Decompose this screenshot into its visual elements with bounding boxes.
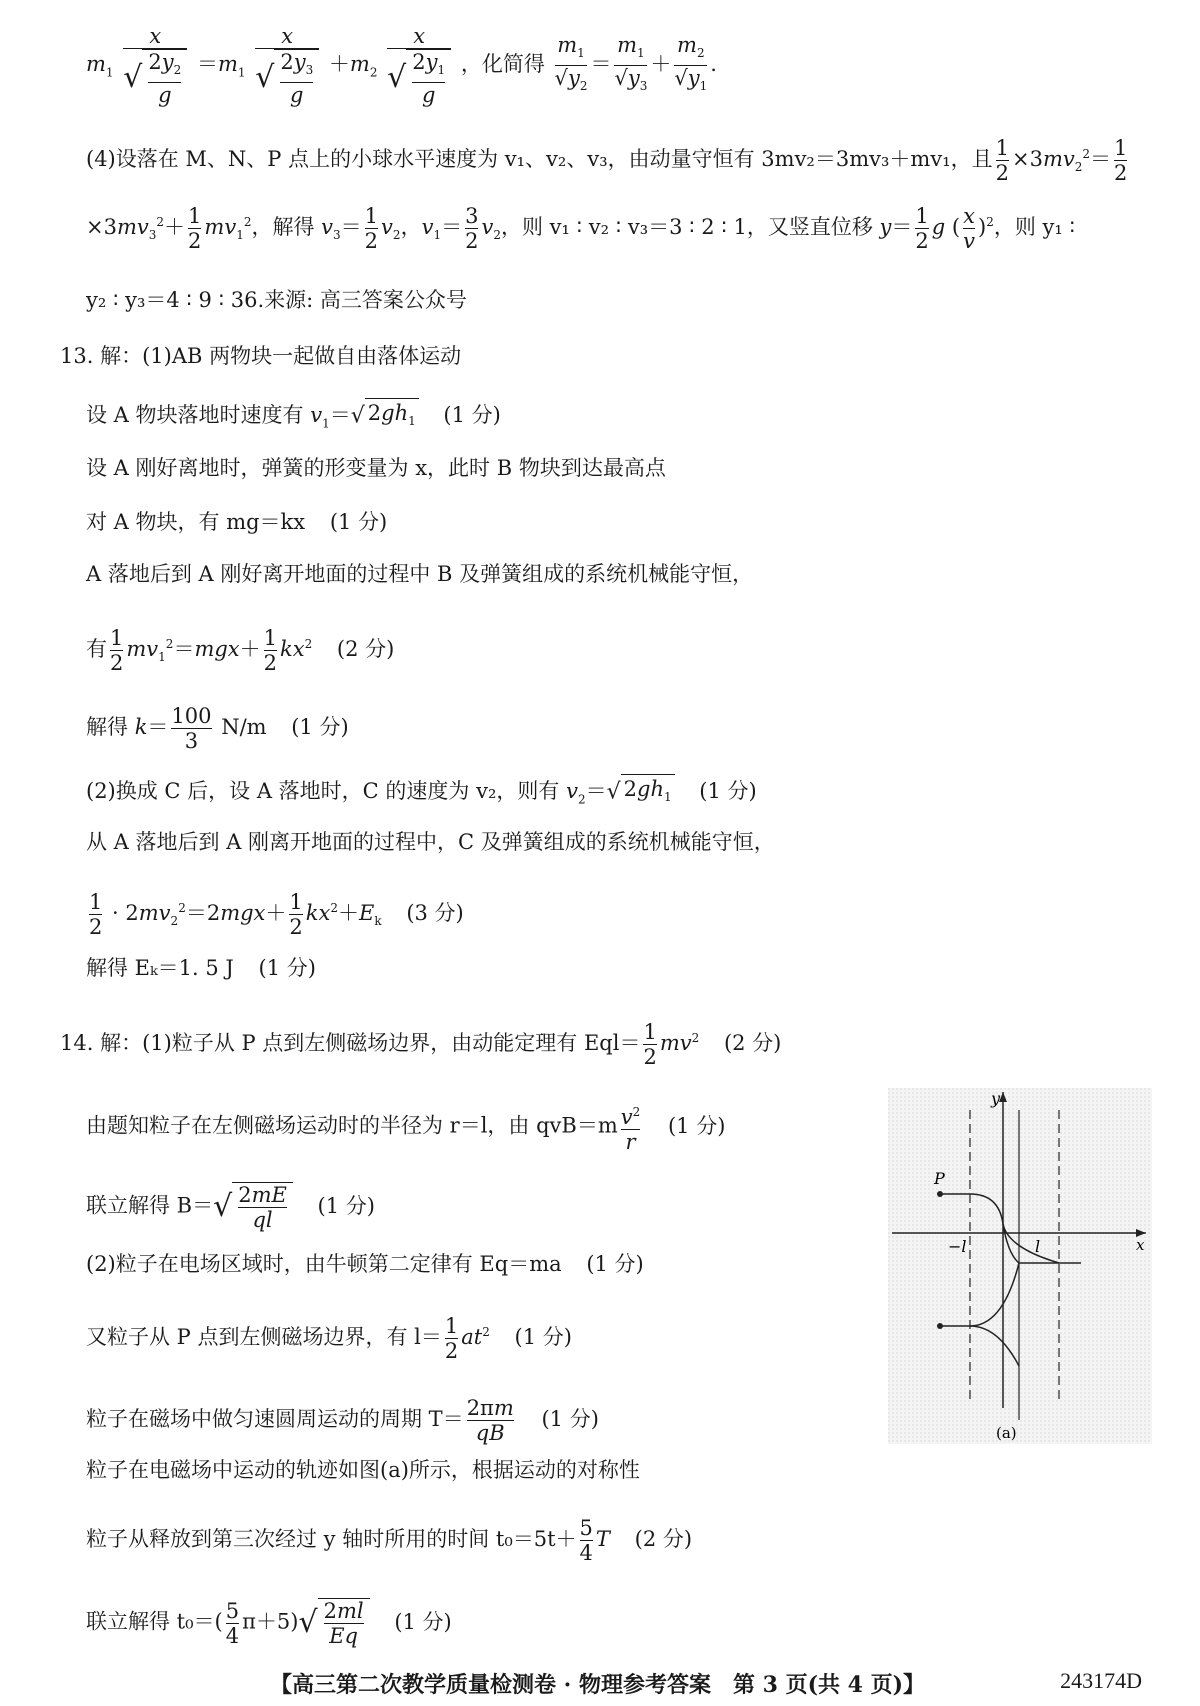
score: (1 分) (667, 1113, 726, 1138)
q13-line-6: 解得 k＝ $\frac{100}{3}$ N/m (1 分) (86, 704, 349, 753)
score: (3 分) (406, 901, 464, 925)
score: (1 分) (394, 1609, 452, 1634)
q13-line-4: A 落地后到 A 刚好离开地面的过程中 B 及弹簧组成的系统机械能守恒， (86, 562, 754, 586)
text-4b-a: ，解得 (251, 215, 315, 239)
q13-text-6: 解得 (86, 715, 128, 739)
q14-line-2: 由题知粒子在左侧磁场运动时的半径为 r＝l，由 qvB＝m $\frac{v^2}{r}$ (1 分) (86, 1105, 726, 1154)
q13-text-1: 设 A 物块落地时速度有 (86, 403, 304, 428)
text-4b-c: ，则 y₁ ∶ (993, 215, 1075, 239)
score: (1 分) (317, 1193, 375, 1218)
x-axis-label: x (1136, 1236, 1145, 1254)
score: (2 分) (634, 1527, 693, 1551)
q14-text-5: 又粒子从 P 点到左侧磁场边界，有 l＝ (86, 1325, 442, 1349)
q14-text-4: (2)粒子在电场区域时，由牛顿第二定律有 Eq＝ma (86, 1252, 562, 1276)
figure-caption: (a) (996, 1424, 1017, 1442)
y-axis-label: y (991, 1089, 1001, 1108)
text-simplify: ，化简得 (460, 52, 545, 77)
lower-start-marker (937, 1323, 943, 1329)
point-p-marker (937, 1191, 943, 1197)
q13-line-10 (86, 954, 316, 982)
q14-line-7: 粒子在电磁场中运动的轨迹如图(a)所示，根据运动的对称性 (86, 1458, 640, 1482)
q13-line-7: (2)换成 C 后，设 A 落地时，C 的速度为 v₂，则有 $v_2=√$ $2gh_1$ (1 分) (86, 774, 757, 813)
q14-text-3: 联立解得 B＝ (86, 1193, 214, 1218)
score: (1 分) (291, 715, 349, 739)
q13-line-2: 设 A 刚好离地时，弹簧的形变量为 x，此时 B 物块到达最高点 (86, 456, 666, 480)
trajectory-figure (888, 1088, 1152, 1444)
score: (1 分) (443, 403, 501, 428)
text-4a: (4)设落在 M、N、P 点上的小球水平速度为 v₁、v₂、v₃，由动量守恒有 3mv₂＝3mv₃＋mv₁，且 (86, 147, 993, 171)
score: (1 分) (329, 510, 388, 534)
q13-text-5: 有 (86, 637, 107, 661)
formula-line-0: $m_1$ x √ $\frac{2y_2}{g}$ $=m_1$ x √ $\frac{2y_3}{g}$ $+m_2$ x √ $\frac{2y_1}{g}$ ，化简得 $\frac{m_1}{√y_2}$ ＝ $\frac{m_1}{√y_3}$ ＋ $\frac{m_2}{√y_1}$ . (86, 24, 717, 108)
score: (1 分) (586, 1252, 644, 1276)
q13-text-3: 对 A 物块，有 mg＝kx (86, 510, 306, 534)
q13-line-1: 设 A 物块落地时速度有 $v_1=√$ $2gh_1$ (1 分) (86, 398, 501, 437)
q14-text-2: 由题知粒子在左侧磁场运动时的半径为 r＝l，由 qvB＝m (86, 1113, 618, 1138)
text-line-4c: y₂ ∶ y₃＝4 ∶ 9 ∶ 36.来源: 高三答案公众号 (86, 288, 467, 312)
pos-l-label: l (1035, 1237, 1041, 1256)
text-line-4b: $\times 3mv_3^2+$ $\frac{1}{2}$ $mv_1^2$，解得 $v_3=$ $\frac{1}{2}$ $v_2$，$v_1=$ $\frac{3}{2}$ $v_2$，则 v₁ ∶ v₂ ∶ v₃＝3 ∶ 2 ∶ 1，又竖直位移 y＝ $\frac{1}{2}$ g ( $\frac{x}{v}$ )$^2$，则 y₁ ∶ (86, 204, 1075, 253)
q13-text-10: 解得 Eₖ＝1. 5 J (86, 956, 234, 980)
figure-background (888, 1088, 1152, 1444)
q13-line-8: 从 A 落地后到 A 刚离开地面的过程中，C 及弹簧组成的系统机械能守恒， (86, 830, 775, 854)
text-4b-b: ，则 v₁ ∶ v₂ ∶ v₃＝3 ∶ 2 ∶ 1，又竖直位移 (500, 215, 873, 239)
score: (2 分) (723, 1031, 782, 1055)
point-p-label: P (934, 1169, 945, 1188)
q14-line-4 (86, 1250, 644, 1278)
q14-line-3: 联立解得 B＝√ $\frac{2mE}{ql}$ (1 分) (86, 1183, 375, 1232)
q13-title: 13. 解：(1)AB 两物块一起做自由落体运动 (60, 344, 462, 368)
q14-text-6: 粒子在磁场中做匀速圆周运动的周期 T＝ (86, 1407, 464, 1431)
q14-line-1: 14. 解：(1)粒子从 P 点到左侧磁场边界，由动能定理有 Eql＝ $\frac{1}{2}$ $mv^2$ (2 分) (60, 1020, 782, 1069)
score: (2 分) (336, 637, 395, 661)
q13-line-9: $\frac{1}{2}$ · $2mv_2^2=2mgx+$ $\frac{1}{2}$ $kx^2+E_k$ (3 分) (89, 890, 464, 939)
q14-line-5: 又粒子从 P 点到左侧磁场边界，有 l＝ $\frac{1}{2}$ $at^2$ (1 分) (86, 1314, 572, 1363)
q13-line-5: 有 $\frac{1}{2}$ $mv_1^2=mgx+$ $\frac{1}{2}$ $kx^2$ (2 分) (86, 626, 395, 675)
neg-l-label: −l (948, 1237, 967, 1256)
q13-text-7: (2)换成 C 后，设 A 落地时，C 的速度为 v₂，则有 (86, 779, 560, 804)
q14-text-1: 14. 解：(1)粒子从 P 点到左侧磁场边界，由动能定理有 Eql＝ (60, 1031, 641, 1055)
footer-code: 243174D (1060, 1668, 1142, 1693)
text-line-4a: (4)设落在 M、N、P 点上的小球水平速度为 v₁、v₂、v₃，由动量守恒有 3mv₂＝3mv₃＋mv₁，且 $\frac{1}{2}$ $\times 3mv_2^2=$ $\frac{1}{2}$ (86, 136, 1128, 185)
q13-line-3 (86, 508, 387, 536)
q14-line-9: 联立解得 t₀＝( $\frac{5}{4}$ π＋5)√ $\frac{2ml}{Eq}$ (1 分) (86, 1598, 452, 1648)
footer-title: 【高三第二次教学质量检测卷 · 物理参考答案 第 3 页(共 4 页)】 (270, 1672, 926, 1698)
q14-line-6: 粒子在磁场中做匀速圆周运动的周期 T＝ $\frac{2\pi m}{qB}$ (1 分) (86, 1396, 599, 1445)
score: (1 分) (514, 1325, 572, 1349)
q14-line-8: 粒子从释放到第三次经过 y 轴时所用的时间 t₀＝5t＋ $\frac{5}{4}$ T (2 分) (86, 1516, 693, 1565)
score: (1 分) (258, 956, 316, 980)
score: (1 分) (699, 779, 757, 804)
q14-text-8: 粒子从释放到第三次经过 y 轴时所用的时间 t₀＝5t＋ (86, 1527, 577, 1551)
q14-text-9: 联立解得 t₀＝ (86, 1609, 215, 1634)
score: (1 分) (541, 1407, 599, 1431)
